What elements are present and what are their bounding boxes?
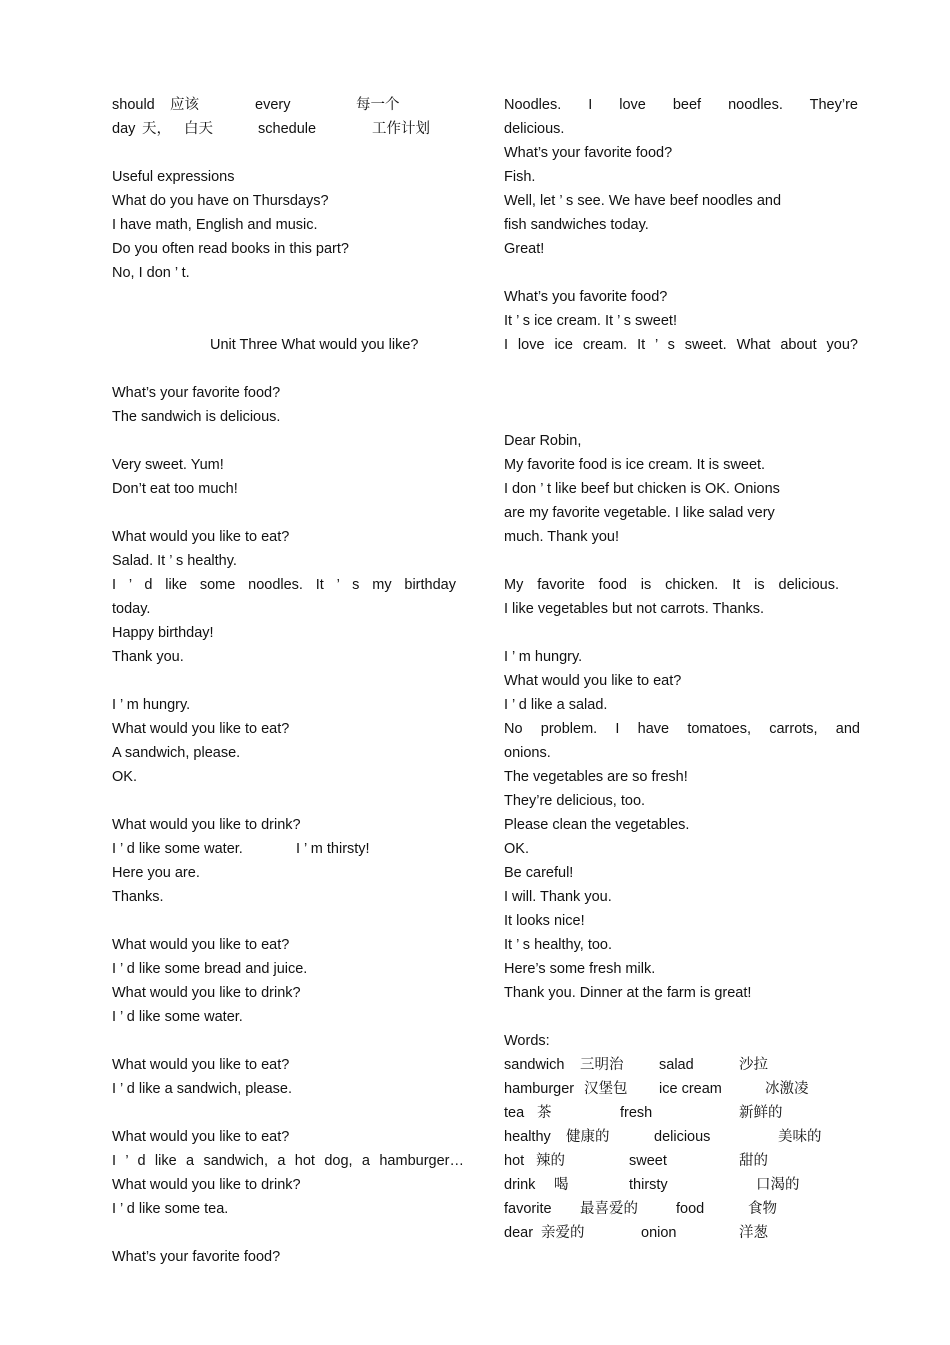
word-chinese: 新鲜的 [739,1105,783,1121]
text-line: I love ice cream. It ’ s sweet. What about you? [504,337,858,353]
text-line: Be careful! [504,865,574,881]
word-chinese: 喝 [554,1177,569,1193]
text-line: What do you have on Thursdays? [112,193,329,209]
text-line: fish sandwiches today. [504,217,649,233]
word-chinese: 三明治 [580,1057,624,1073]
text-line: No, I don ’ t. [112,265,190,281]
text-line: I ’ d like some tea. [112,1201,229,1217]
word-chinese: 健康的 [566,1129,610,1145]
text-line: I ’ d like some bread and juice. [112,961,308,977]
text-line: today. [112,601,151,617]
text-line: It ’ s healthy, too. [504,937,612,953]
word-english: salad [659,1057,694,1073]
text-line: What’s your favorite food? [112,1249,281,1265]
text-line: The vegetables are so fresh! [504,769,688,785]
text-line: Very sweet. Yum! [112,457,224,473]
text-line: What’s you favorite food? [504,289,668,305]
text-line: I ’ m thirsty! [296,841,370,857]
letter-greeting: Dear Robin, [504,433,582,449]
word-chinese: 冰激凌 [765,1081,809,1097]
vocab-meaning: 天， [142,121,171,137]
vocab-word: every [255,97,291,113]
word-chinese: 甜的 [739,1153,768,1169]
word-english: drink [504,1177,536,1193]
word-english: tea [504,1105,525,1121]
text-line: It looks nice! [504,913,585,929]
text-line: No problem. I have tomatoes, carrots, and [504,721,860,737]
text-line: What would you like to eat? [112,1057,290,1073]
word-chinese: 最喜爱的 [580,1201,638,1217]
text-line: I ’ d like some water. [112,1009,243,1025]
section-heading: Useful expressions [112,169,235,185]
text-line: What would you like to eat? [112,721,290,737]
text-line: much. Thank you! [504,529,619,545]
text-line: Thanks. [112,889,164,905]
text-line: Here’s some fresh milk. [504,961,656,977]
word-english: favorite [504,1201,552,1217]
text-line: I ’ d like some noodles. It ’ s my birthday [112,577,456,593]
word-chinese: 汉堡包 [584,1081,628,1097]
section-heading: Words: [504,1033,550,1049]
text-line: Please clean the vegetables. [504,817,690,833]
text-line: are my favorite vegetable. I like salad very [504,505,775,521]
text-line: I ’ d like a sandwich, a hot dog, a hamburger… [112,1153,464,1169]
word-english: food [676,1201,705,1217]
word-english: sandwich [504,1057,565,1073]
text-line: Salad. It ’ s healthy. [112,553,237,569]
text-line: What would you like to drink? [112,985,301,1001]
text-line: OK. [112,769,137,785]
word-english: sweet [629,1153,667,1169]
text-line: Well, let ’ s see. We have beef noodles and [504,193,782,209]
text-line: Great! [504,241,545,257]
text-line: What would you like to eat? [504,673,682,689]
text-line: I ’ d like some water. [112,841,243,857]
text-line: OK. [504,841,529,857]
text-line: What’s your favorite food? [504,145,673,161]
unit-title: Unit Three What would you like? [210,337,419,353]
text-line: Do you often read books in this part? [112,241,349,257]
text-line: I ’ d like a salad. [504,697,608,713]
text-line: My favorite food is ice cream. It is sweet. [504,457,766,473]
text-line: My favorite food is chicken. It is delicious. [504,577,839,593]
text-line: The sandwich is delicious. [112,409,281,425]
word-chinese: 口渴的 [756,1177,800,1193]
text-line: delicious. [504,121,565,137]
word-english: thirsty [629,1177,668,1193]
word-chinese: 食物 [748,1201,777,1217]
text-line: I will. Thank you. [504,889,612,905]
text-line: I have math, English and music. [112,217,318,233]
word-chinese: 亲爱的 [541,1225,585,1241]
word-chinese: 美味的 [778,1129,822,1145]
vocab-meaning: 每一个 [356,97,400,113]
text-line: What would you like to drink? [112,1177,301,1193]
word-chinese: 沙拉 [739,1057,768,1073]
text-line: I ’ m hungry. [504,649,583,665]
text-line: What’s your favorite food? [112,385,281,401]
vocab-word: schedule [258,121,317,137]
vocab-meaning: 白天 [184,121,213,137]
word-english: hot [504,1153,525,1169]
word-english: fresh [620,1105,653,1121]
text-line: onions. [504,745,551,761]
vocab-meaning: 工作计划 [372,121,430,137]
text-line: I like vegetables but not carrots. Thanks. [504,601,765,617]
word-chinese: 茶 [537,1105,552,1121]
text-line: It ’ s ice cream. It ’ s sweet! [504,313,677,329]
text-line: Don’t eat too much! [112,481,238,497]
text-line: I ’ m hungry. [112,697,191,713]
word-english: onion [641,1225,677,1241]
text-line: What would you like to eat? [112,1129,290,1145]
word-english: ice cream [659,1081,722,1097]
text-line: What would you like to eat? [112,937,290,953]
vocab-word: day [112,121,136,137]
text-line: What would you like to eat? [112,529,290,545]
text-line: What would you like to drink? [112,817,301,833]
word-chinese: 洋葱 [739,1225,768,1241]
vocab-meaning: 应该 [170,97,199,113]
text-line: I don ’ t like beef but chicken is OK. Onions [504,481,780,497]
text-line: Happy birthday! [112,625,214,641]
text-line: They’re delicious, too. [504,793,646,809]
text-line: I ’ d like a sandwich, please. [112,1081,293,1097]
text-line: Thank you. [112,649,184,665]
word-english: dear [504,1225,534,1241]
text-line: Here you are. [112,865,200,881]
text-line: Fish. [504,169,536,185]
text-line: A sandwich, please. [112,745,241,761]
word-english: delicious [654,1129,711,1145]
text-line: Thank you. Dinner at the farm is great! [504,985,752,1001]
vocab-word: should [112,97,155,113]
word-chinese: 辣的 [536,1153,565,1169]
word-english: healthy [504,1129,551,1145]
word-english: hamburger [504,1081,575,1097]
text-line: Noodles. I love beef noodles. They’re [504,97,858,113]
